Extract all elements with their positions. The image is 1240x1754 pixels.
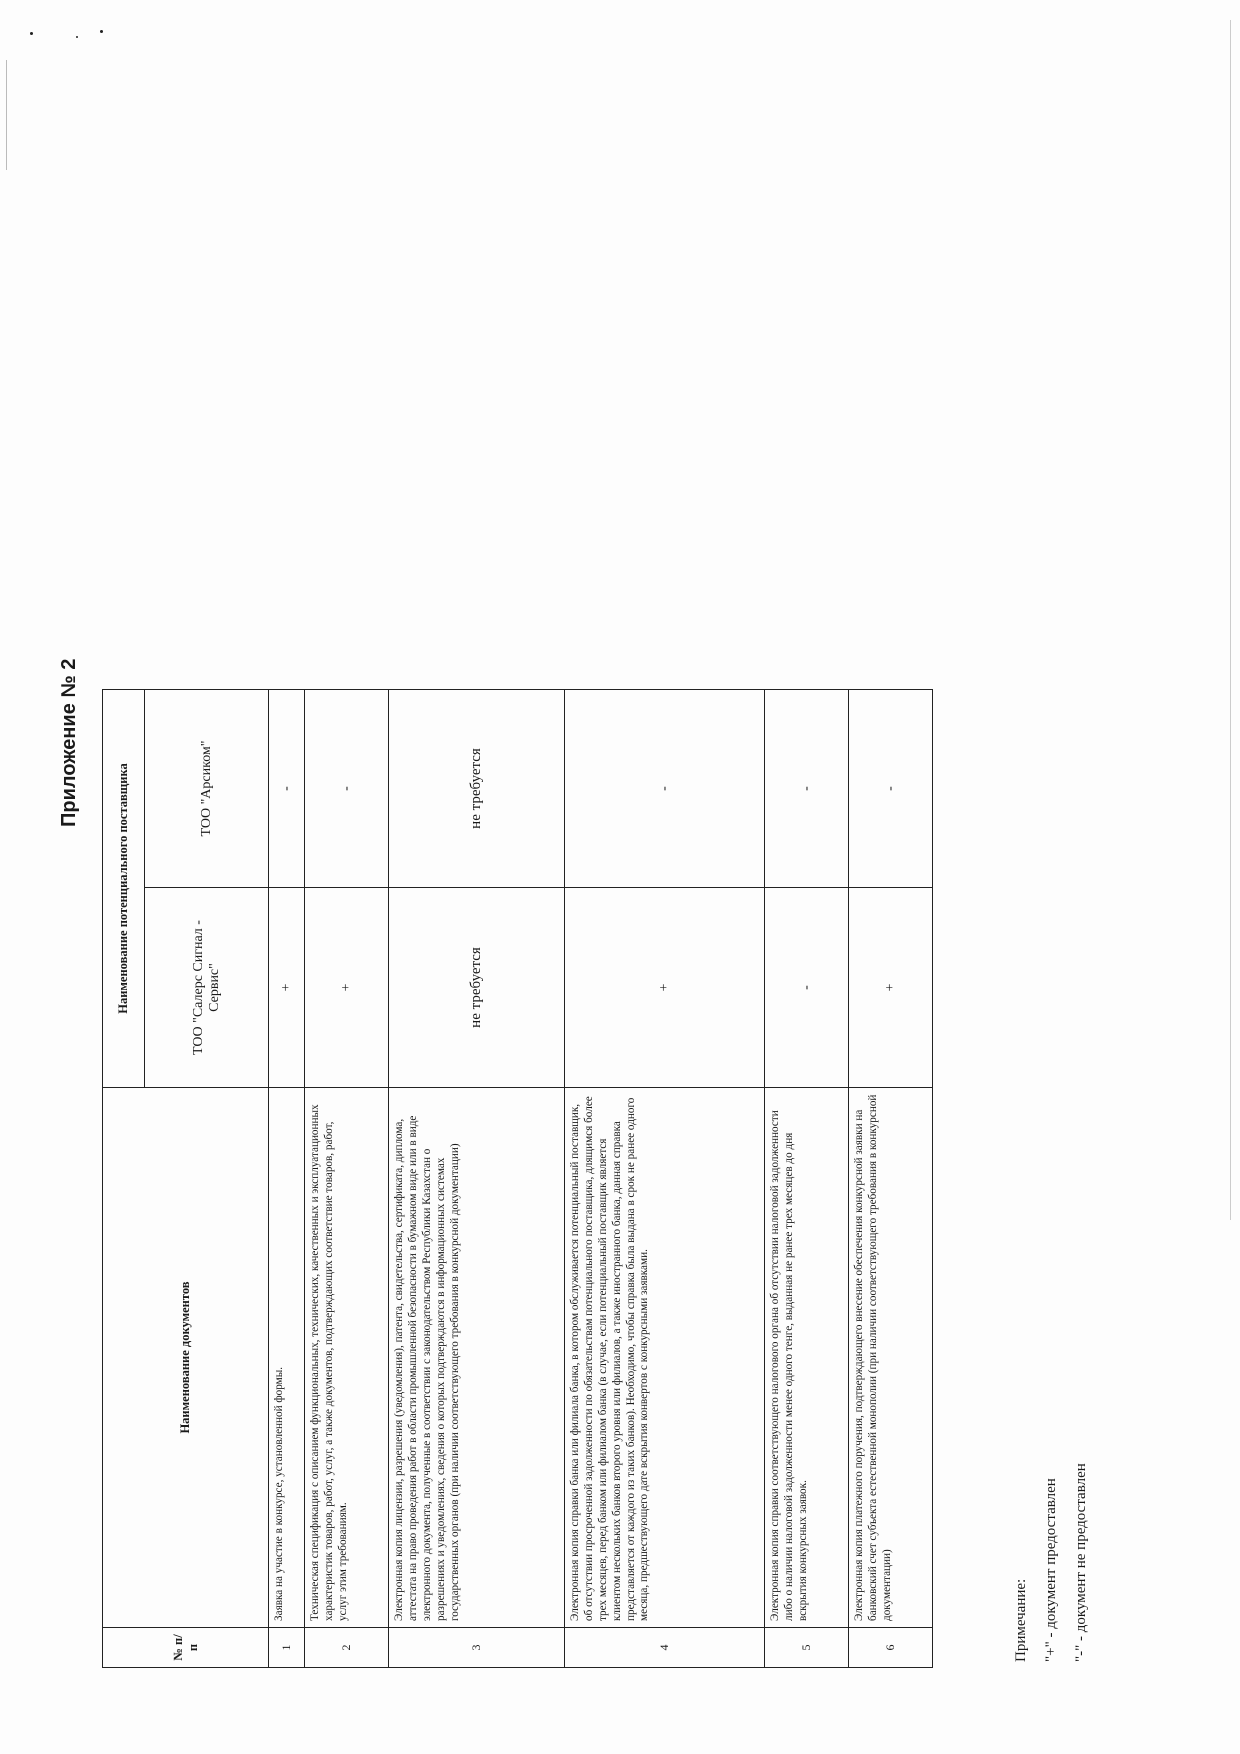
row-number: 3 [389,1628,565,1668]
page-title: Приложение № 2 [58,658,80,827]
header-num: № п/п [103,1628,269,1668]
document-name: Электронная копия справки банка или филиала банка, в котором обслуживается потенциальный поставщик, об отсутствии просроченной задолженности по обязательствам потенциального поставщика, длящимся более трех месяцев, перед банком или филиалом банка (в случае, если потенциальный поставщик является клиентом нескольких банков второго уровня или филиалов, а также иностранного банка, данная справка представляется от каждого из таких банков). Необходимо, чтобы справка была выдана в срок не ранее одного месяца, предшествующего дате вскрытия конвертов с конкурсными заявками. [565,1088,765,1628]
note-plus: "+" - документ предоставлен [1043,1478,1059,1662]
row-number: 5 [765,1628,849,1668]
supplier-2-value: не требуется [389,690,565,888]
supplier-1-value: + [849,888,933,1088]
note-minus: "-" - документ не предоставлен [1073,1463,1089,1662]
supplier-1-value: - [765,888,849,1088]
document-name: Электронная копия платежного поручения, подтверждающего внесение обеспечения конкурсной заявки на банковский счет субъекта естественной монополии (при наличии соответствующего требования в конкурсной документации) [849,1088,933,1628]
table-row [389,690,565,1668]
supplier-2-value: - [765,690,849,888]
document-name: Электронная копия справки соответствующего налогового органа об отсутствии налоговой задолженности либо о наличии налоговой задолженности менее одного тенге, выданная не ранее трех месяцев до дня вскрытия конкурсных заявок. [765,1088,849,1628]
supplier-1-value: + [305,888,389,1088]
row-number: 1 [269,1628,305,1668]
notes-heading: Примечание: [1013,1578,1029,1662]
document-name: Электронная копия лицензии, разрешения (уведомления), патента, свидетельства, сертификата, диплома, аттестата на право проведения работ в области промышленной безопасности в бумажном виде или в виде электронного документа, полученные в соответствии с законодательством Республики Казахстан о разрешениях и уведомлениях, сведения о которых подтверждаются в информационных системах государственных органов (при наличии соответствующего требования в конкурсной документации) [389,1088,565,1628]
row-number: 4 [565,1628,765,1668]
document-name: Техническая спецификация с описанием функциональных, технических, качественных и эксплуатационных характеристик товаров, работ, услуг, а также документов, подтверждающих соответствие товаров, работ, услуг этим требованиям. [305,1088,389,1628]
supplier-2-value: - [565,690,765,888]
table-row [849,690,933,1668]
supplier-2-value: - [305,690,389,888]
table-row [565,690,765,1668]
row-number: 2 [305,1628,389,1668]
header-documents: Наименование документов [103,1088,269,1628]
table-row [269,690,305,1668]
supplier-1-value: + [269,888,305,1088]
supplier-1-value: не требуется [389,888,565,1088]
header-supplier-1: ТОО "Салерс Сигнал - Сервис" [145,888,269,1088]
row-number: 6 [849,1628,933,1668]
table-row [765,690,849,1668]
supplier-2-value: - [269,690,305,888]
notes-block [1006,1463,1096,1662]
table-row [305,690,389,1668]
header-suppliers-group: Наименование потенциального поставщика [103,690,145,1088]
supplier-2-value: - [849,690,933,888]
document-name: Заявка на участие в конкурсе, установленной формы. [269,1088,305,1628]
header-supplier-2: ТОО "Арсиком" [145,690,269,888]
documents-table [102,689,933,1668]
supplier-1-value: + [565,888,765,1088]
